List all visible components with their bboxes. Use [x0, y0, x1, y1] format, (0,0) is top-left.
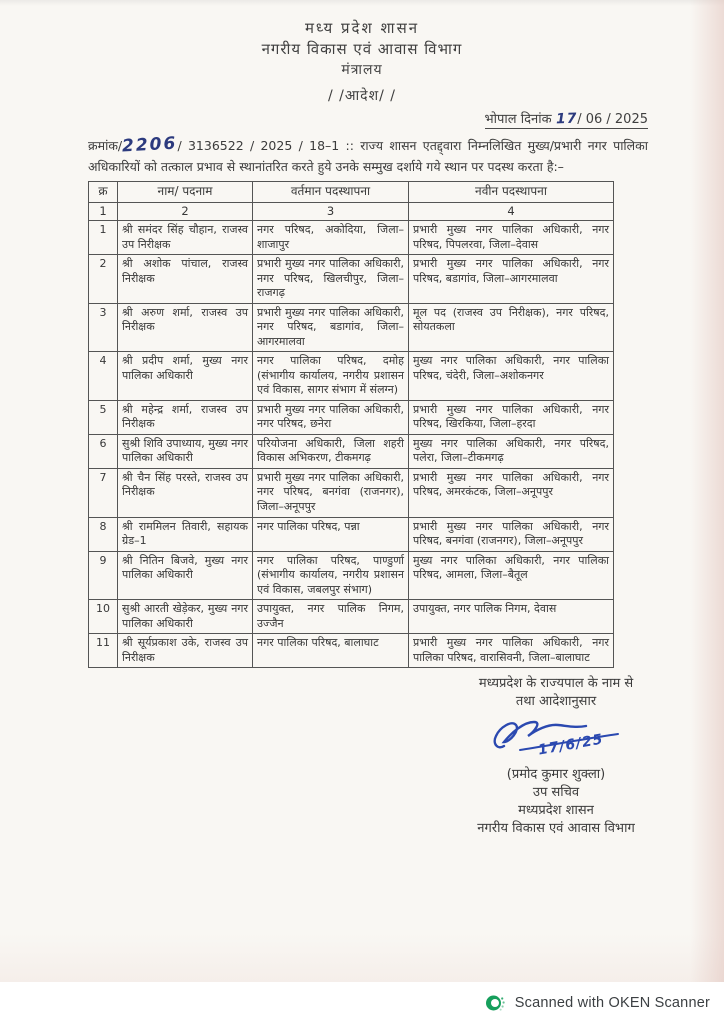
row-new: प्रभारी मुख्य नगर पालिका अधिकारी, नगर परिषद, पिपलरवा, जिला–देवास [409, 221, 614, 255]
row-sr: 9 [89, 551, 118, 600]
row-sr: 3 [89, 303, 118, 352]
row-current: नगर पालिका परिषद, बालाघाट [253, 634, 409, 668]
scanner-watermark-label: Scanned with OKEN Scanner [514, 995, 710, 1011]
row-current: परियोजना अधिकारी, जिला शहरी विकास अभिकरण, टीकमगढ़ [253, 434, 409, 468]
row-sr: 2 [89, 255, 118, 304]
row-name: सुश्री शिवि उपाध्याय, मुख्य नगर पालिका अधिकारी [118, 434, 253, 468]
column-number-row [89, 203, 614, 221]
row-new: प्रभारी मुख्य नगर पालिका अधिकारी, नगर परिषद, खिरकिया, जिला–हरदा [409, 400, 614, 434]
header-name: नाम/ पदनाम [118, 182, 253, 203]
header-sr: क्र [89, 182, 118, 203]
table-row [89, 600, 614, 634]
row-current: प्रभारी मुख्य नगर पालिका अधिकारी, नगर परिषद, बडागांव, जिला–आगरमालवा [253, 303, 409, 352]
row-name: सुश्री आरती खेड़ेकर, मुख्य नगर पालिका अधिकारी [118, 600, 253, 634]
signatory-designation: उप सचिव [532, 784, 580, 800]
oken-scanner-icon [484, 992, 506, 1014]
row-new: प्रभारी मुख्य नगर पालिका अधिकारी, नगर पालिका परिषद, वारासिवनी, जिला–बालाघाट [409, 634, 614, 668]
row-sr: 1 [89, 221, 118, 255]
row-new: मुख्य नगर पालिका अधिकारी, नगर परिषद, पलेरा, जिला–टीकमगढ़ [409, 434, 614, 468]
table-row [89, 434, 614, 468]
handwritten-date-day: 17 [555, 111, 578, 128]
place-date-prefix: भोपाल दिनांक [484, 112, 556, 128]
table-row [89, 303, 614, 352]
table-row [89, 400, 614, 434]
table-row [89, 255, 614, 304]
row-current: प्रभारी मुख्य नगर पालिका अधिकारी, नगर परिषद, खिलचीपुर, जिला–राजगढ़ [253, 255, 409, 304]
on-behalf-line1: मध्यप्रदेश के राज्यपाल के नाम से [478, 676, 634, 692]
row-name: श्री अशोक पांचाल, राजस्व निरीक्षक [118, 255, 253, 304]
signatory-government: मध्यप्रदेश शासन [518, 802, 594, 818]
handwritten-signature-date: 17/6/25 [536, 730, 605, 759]
reference-number: / 3136522 / 2025 / 18–1 :: [177, 138, 361, 154]
handwritten-kramank-number: 2206 [121, 134, 178, 157]
row-current: प्रभारी मुख्य नगर पालिका अधिकारी, नगर परिषद, बनगंवा (राजनगर), जिला–अनूपपुर [253, 468, 409, 517]
row-name: श्री प्रदीप शर्मा, मुख्य नगर पालिका अधिकारी [118, 352, 253, 401]
row-new: प्रभारी मुख्य नगर पालिका अधिकारी, नगर परिषद, बडागांव, जिला–आगरमालवा [409, 255, 614, 304]
row-current: नगर पालिका परिषद, पाण्डुर्णा (संभागीय कार्यालय, नगरीय प्रशासन एवं विकास, जबलपुर संभाग) [253, 551, 409, 600]
intro-body: राज्य शासन एतद्द्वारा निम्नलिखित मुख्य/प्रभारी नगर पालिका अधिकारियों को तत्काल प्रभाव से स्थानांतरित करते हुये उनके सम्मुख दर्शाये गये स्थान पर पदस्थ करता है:– [88, 138, 648, 175]
transfer-order-table [88, 181, 614, 668]
row-new: प्रभारी मुख्य नगर पालिका अधिकारी, नगर परिषद, अमरकंटक, जिला–अनूपपुर [409, 468, 614, 517]
row-name: श्री चैन सिंह परस्ते, राजस्व उप निरीक्षक [118, 468, 253, 517]
table-row [89, 468, 614, 517]
table-row [89, 551, 614, 600]
office-name: मंत्रालय [341, 61, 383, 78]
row-sr: 5 [89, 400, 118, 434]
table-row [89, 517, 614, 551]
signatory-name: (प्रमोद कुमार शुक्ला) [506, 766, 606, 782]
col-number: 2 [118, 203, 253, 221]
government-name: मध्य प्रदेश शासन [304, 19, 420, 37]
row-name: श्री महेन्द्र शर्मा, राजस्व उप निरीक्षक [118, 400, 253, 434]
department-name: नगरीय विकास एवं आवास विभाग [261, 40, 463, 59]
row-current: नगर पालिका परिषद, पन्ना [253, 517, 409, 551]
col-number: 1 [89, 203, 118, 221]
header-current-posting: वर्तमान पदस्थापना [253, 182, 409, 203]
table-header-row [89, 182, 614, 203]
row-sr: 7 [89, 468, 118, 517]
row-name: श्री नितिन बिजवे, मुख्य नगर पालिका अधिकारी [118, 551, 253, 600]
signatory-department: नगरीय विकास एवं आवास विभाग [477, 821, 635, 837]
row-name: श्री समंदर सिंह चौहान, राजस्व उप निरीक्षक [118, 221, 253, 255]
header-new-posting: नवीन पदस्थापना [409, 182, 614, 203]
signature-block [406, 675, 706, 838]
row-new: प्रभारी मुख्य नगर पालिका अधिकारी, नगर परिषद, बनगंवा (राजनगर), जिला–अनूपपुर [409, 517, 614, 551]
row-sr: 6 [89, 434, 118, 468]
row-name: श्री राममिलन तिवारी, सहायक ग्रेड–1 [118, 517, 253, 551]
document-header [0, 0, 724, 80]
row-new: उपायुक्त, नगर पालिक निगम, देवास [409, 600, 614, 634]
row-new: मुख्य नगर पालिका अधिकारी, नगर पालिका परिषद, आमला, जिला–बैतूल [409, 551, 614, 600]
table-row [89, 352, 614, 401]
row-current: प्रभारी मुख्य नगर पालिका अधिकारी, नगर परिषद, छनेरा [253, 400, 409, 434]
scanner-watermark-bar [0, 982, 724, 1024]
row-current: नगर परिषद, अकोदिया, जिला–शाजापुर [253, 221, 409, 255]
row-name: श्री अरुण शर्मा, राजस्व उप निरीक्षक [118, 303, 253, 352]
col-number: 4 [409, 203, 614, 221]
signature-area [406, 714, 706, 766]
row-name: श्री सूर्यप्रकाश उके, राजस्व उप निरीक्षक [118, 634, 253, 668]
row-current: उपायुक्त, नगर पालिक निगम, उज्जैन [253, 600, 409, 634]
intro-paragraph [88, 133, 648, 176]
row-current: नगर पालिका परिषद, दमोह (संभागीय कार्यालय, नगरीय प्रशासन एवं विकास, सागर संभाग में संलग्न) [253, 352, 409, 401]
col-number: 3 [253, 203, 409, 221]
place-date-line [0, 109, 648, 127]
date-rest: / 06 / 2025 [577, 112, 648, 128]
on-behalf-line2: तथा आदेशानुसार [515, 694, 597, 710]
order-title: / /आदेश/ / [327, 88, 397, 105]
row-sr: 11 [89, 634, 118, 668]
row-new: मुख्य नगर पालिका अधिकारी, नगर पालिका परिषद, चंदेरी, जिला–अशोकनगर [409, 352, 614, 401]
place-date-text [485, 112, 648, 129]
row-new: मूल पद (राजस्व उप निरीक्षक), नगर परिषद, सोयतकला [409, 303, 614, 352]
row-sr: 10 [89, 600, 118, 634]
row-sr: 8 [89, 517, 118, 551]
kramank-label: क्रमांक/ [88, 138, 123, 154]
table-row [89, 221, 614, 255]
table-row [89, 634, 614, 668]
row-sr: 4 [89, 352, 118, 401]
